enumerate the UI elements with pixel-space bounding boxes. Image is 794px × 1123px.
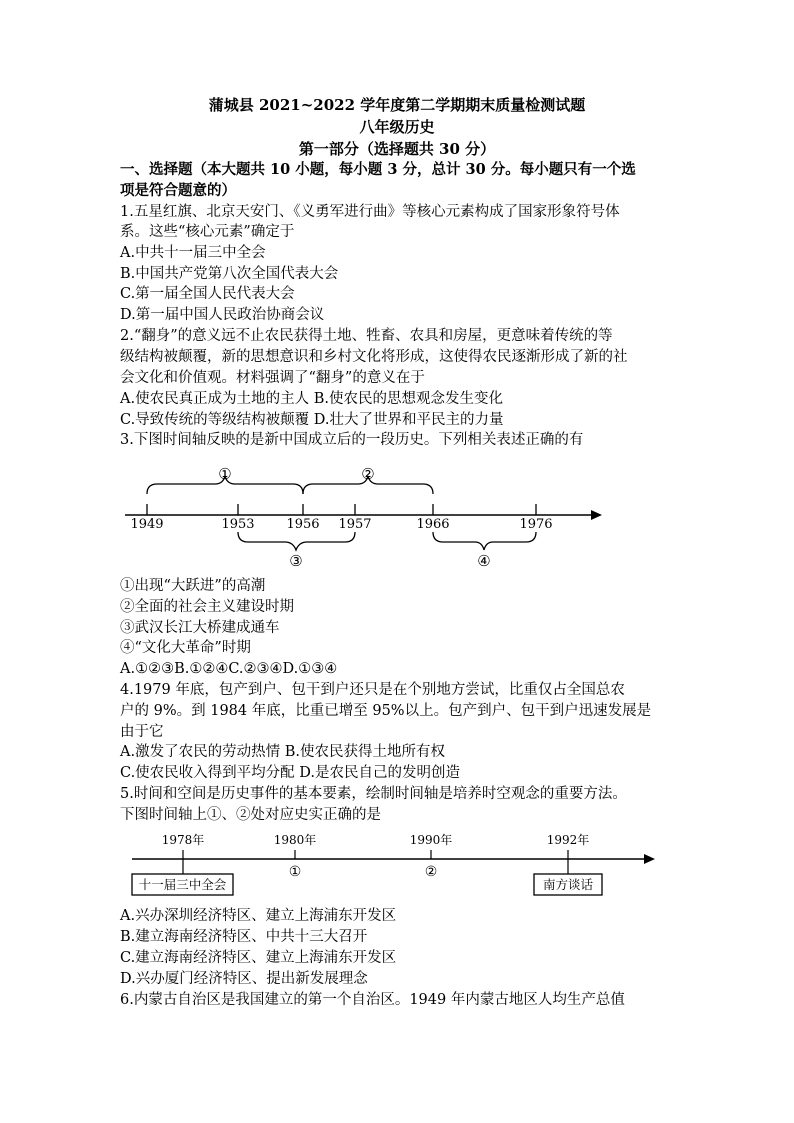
- exam-subtitle: 八年级历史: [359, 118, 435, 136]
- q3-item-1: ①出现“大跃进”的高潮: [120, 578, 266, 594]
- axis-arrow: [644, 854, 655, 864]
- section-heading-line1: 一、选择题（本大题共 10 小题，每小题 3 分，总计 30 分。每小题只有一个选: [120, 161, 636, 178]
- q2-options-ab: A.使农民真正成为土地的主人 B.使农民的思想观念发生变化: [120, 391, 503, 407]
- box-third-plenum-label: 十一届三中全会: [138, 877, 227, 892]
- q1-option-d: D.第一届中国人民政治协商会议: [120, 307, 325, 323]
- q2-stem-line2: 级结构被颠覆，新的思想意识和乡村文化将形成，这使得农民逐渐形成了新的社: [120, 349, 628, 365]
- brace-3: [238, 532, 355, 550]
- q5-option-d: D.兴办厦门经济特区、提出新发展理念: [120, 971, 368, 987]
- timeline-mark: ②: [361, 465, 375, 483]
- year-label: 1957: [338, 517, 372, 532]
- q5-timeline-diagram: [128, 830, 663, 898]
- timeline-mark: ③: [289, 552, 303, 570]
- q1-option-b: B.中国共产党第八次全国代表大会: [120, 266, 339, 282]
- q1-option-c: C.第一届全国人民代表大会: [120, 286, 295, 302]
- axis-arrow: [591, 510, 602, 520]
- q1-stem-line1: 1.五星红旗、北京天安门、《义勇军进行曲》等核心元素构成了国家形象符号体: [120, 204, 620, 220]
- year-label: 1980年: [273, 833, 317, 847]
- box-southern-tour-label: 南方谈话: [542, 877, 594, 892]
- year-label: 1990年: [409, 833, 453, 847]
- q2-options-cd: C.导致传统的等级结构被颠覆 D.壮大了世界和平民主的力量: [120, 412, 504, 428]
- year-label: 1978年: [161, 833, 205, 847]
- q5-stem-line1: 5.时间和空间是历史事件的基本要素，绘制时间轴是培养时空观念的重要方法。: [120, 786, 627, 802]
- q4-stem-line1: 4.1979 年底，包产到户、包干到户还只是在个别地方尝试，比重仅占全国总农: [120, 682, 625, 698]
- year-label: 1956: [286, 517, 320, 532]
- q2-stem-line1: 2.“翻身”的意义远不止农民获得土地、牲畜、农具和房屋，更意味着传统的等: [120, 328, 613, 344]
- q3-item-3: ③武汉长江大桥建成通车: [120, 620, 280, 636]
- year-label: 1953: [221, 517, 255, 532]
- year-label: 1976: [519, 517, 553, 532]
- exam-title: 蒲城县 2021~2022 学年度第二学期期末质量检测试题: [208, 96, 586, 114]
- q3-stem: 3.下图时间轴反映的是新中国成立后的一段历史。下列相关表述正确的有: [120, 432, 584, 448]
- q3-item-2: ②全面的社会主义建设时期: [120, 599, 294, 615]
- q4-stem-line2: 户的 9%。到 1984 年底，比重已增至 95%以上。包产到户、包干到户迅速发展是: [120, 703, 652, 719]
- q4-options-cd: C.使农民收入得到平均分配 D.是农民自己的发明创造: [120, 765, 461, 781]
- q5-option-a: A.兴办深圳经济特区、建立上海浦东开发区: [120, 908, 397, 924]
- q1-stem-line2: 系。这些“核心元素”确定于: [120, 224, 295, 240]
- q2-stem-line3: 会文化和价值观。材料强调了“翻身”的意义在于: [120, 370, 425, 386]
- timeline-mark: ④: [477, 552, 491, 570]
- q4-stem-line3: 由于它: [120, 724, 164, 740]
- part-heading: 第一部分（选择题共 30 分）: [298, 140, 496, 158]
- timeline-mark: ①: [288, 864, 302, 880]
- year-label: 1992年: [546, 833, 590, 847]
- q5-option-c: C.建立海南经济特区、建立上海浦东开发区: [120, 950, 397, 966]
- brace-4: [433, 532, 536, 550]
- q3-item-4: ④“文化大革命”时期: [120, 640, 251, 656]
- q4-options-ab: A.激发了农民的劳动热情 B.使农民获得土地所有权: [120, 744, 445, 760]
- section-heading-line2: 项是符合题意的）: [120, 182, 236, 199]
- q5-stem-line2: 下图时间轴上①、②处对应史实正确的是: [120, 807, 381, 823]
- year-label: 1966: [416, 517, 450, 532]
- q5-option-b: B.建立海南经济特区、中共十三大召开: [120, 929, 368, 945]
- q1-option-a: A.中共十一届三中全会: [120, 245, 266, 261]
- timeline-mark: ②: [424, 864, 438, 880]
- q6-stem-line1: 6.内蒙古自治区是我国建立的第一个自治区。1949 年内蒙古地区人均生产总值: [120, 992, 625, 1008]
- year-label: 1949: [130, 517, 164, 532]
- q3-options: A.①②③B.①②④C.②③④D.①③④: [120, 661, 338, 677]
- q3-timeline-diagram: [115, 462, 615, 572]
- timeline-mark: ①: [218, 465, 232, 483]
